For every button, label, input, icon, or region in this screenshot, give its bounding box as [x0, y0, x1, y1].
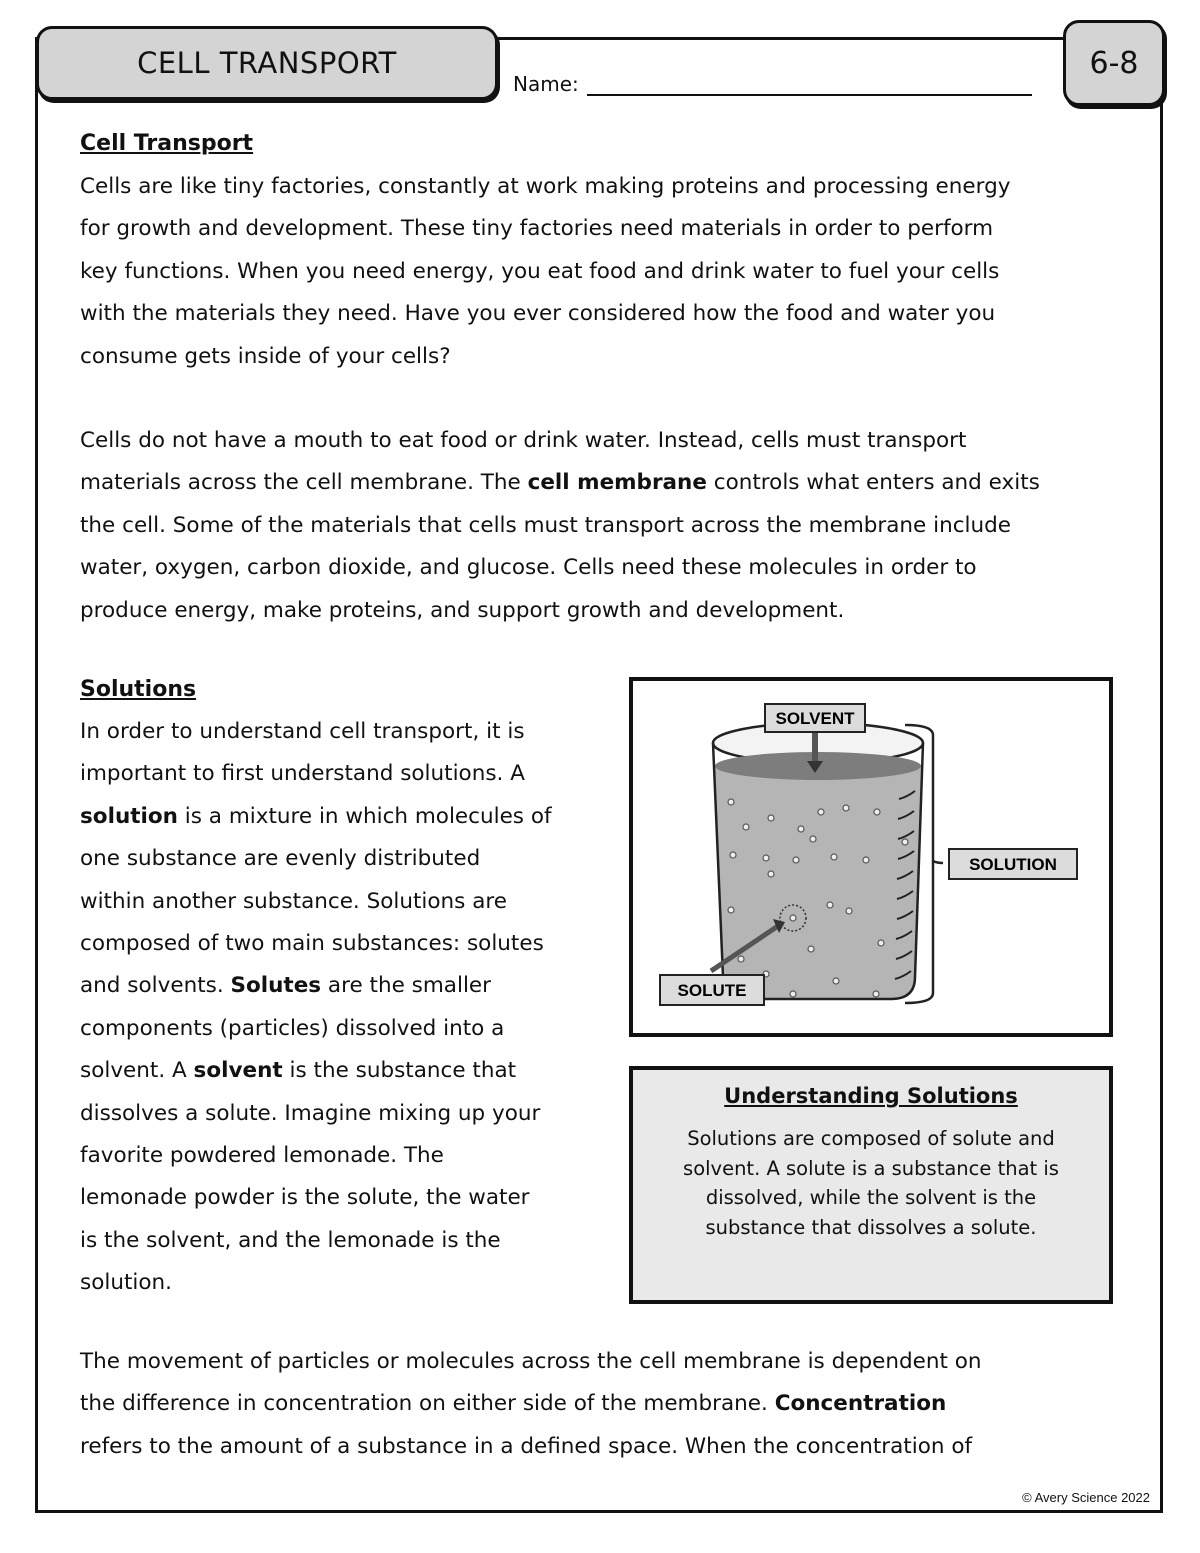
solutions-line: favorite powdered lemonade. The — [80, 1143, 444, 1169]
term-concentration: Concentration — [774, 1391, 947, 1417]
intro-paragraph — [80, 166, 1010, 378]
concentration-line: the difference in concentration on either side of the membrane. — [80, 1391, 775, 1417]
name-field — [513, 72, 1032, 96]
membrane-line: the cell. Some of the materials that cells must transport across the membrane include — [80, 512, 1012, 538]
name-blank-line[interactable] — [587, 72, 1032, 96]
membrane-line: controls what enters and exits — [706, 470, 1040, 496]
solutions-line: is the solvent, and the lemonade is the — [80, 1227, 501, 1253]
name-label: Name: — [513, 72, 579, 96]
solution-bracket-tick — [933, 861, 943, 863]
understanding-line: solvent. A solute is a substance that is — [683, 1156, 1059, 1180]
solution-diagram — [629, 677, 1113, 1037]
grade-badge — [1063, 20, 1165, 106]
intro-line: consume gets inside of your cells? — [80, 343, 451, 369]
grade-badge-text: 6-8 — [1089, 45, 1139, 81]
understanding-solutions-box — [629, 1066, 1113, 1304]
solution-label: SOLUTION — [969, 855, 1057, 874]
solutions-line: one substance are evenly distributed — [80, 846, 481, 872]
term-solutes: Solutes — [230, 973, 322, 999]
solutions-line: are the smaller — [321, 973, 491, 999]
copyright-notice: © Avery Science 2022 — [1022, 1490, 1150, 1505]
solutions-line: solvent. A — [80, 1058, 194, 1084]
term-solvent: solvent — [193, 1058, 283, 1084]
term-cell-membrane: cell membrane — [527, 470, 707, 496]
understanding-line: substance that dissolves a solute. — [705, 1215, 1037, 1239]
solutions-line: In order to understand cell transport, it is — [80, 719, 525, 744]
heading-solutions: Solutions — [80, 677, 197, 702]
solutions-line: components (particles) dissolved into a — [80, 1015, 505, 1041]
solutions-line: is a mixture in which molecules of — [177, 803, 552, 829]
heading-cell-transport: Cell Transport — [80, 131, 254, 156]
solvent-label: SOLVENT — [775, 709, 855, 728]
intro-line: for growth and development. These tiny factories need materials in order to perform — [80, 216, 994, 242]
concentration-line: The movement of particles or molecules across the cell membrane is dependent on — [80, 1349, 982, 1374]
worksheet-title — [36, 26, 498, 100]
beaker-liquid — [715, 766, 921, 999]
term-solution: solution — [80, 803, 178, 829]
intro-line: Cells are like tiny factories, constantly at work making proteins and processing energy — [80, 174, 1011, 199]
membrane-line: Cells do not have a mouth to eat food or drink water. Instead, cells must transport — [80, 428, 967, 453]
solutions-line: solution. — [80, 1270, 172, 1296]
solutions-line: composed of two main substances: solutes — [80, 931, 544, 957]
concentration-line: refers to the amount of a substance in a defined space. When the concentration of — [80, 1433, 973, 1459]
membrane-line: water, oxygen, carbon dioxide, and glucose. Cells need these molecules in order to — [80, 555, 977, 581]
worksheet-title-text: CELL TRANSPORT — [137, 46, 397, 80]
intro-line: key functions. When you need energy, you eat food and drink water to fuel your cells — [80, 258, 1000, 284]
solutions-line: and solvents. — [80, 973, 231, 999]
solutions-line: within another substance. Solutions are — [80, 888, 507, 914]
membrane-line: materials across the cell membrane. The — [80, 470, 528, 496]
understanding-line: Solutions are composed of solute and — [687, 1127, 1055, 1150]
understanding-solutions-text — [651, 1124, 1091, 1242]
beaker-illustration — [633, 681, 1109, 1033]
solutions-line: important to first understand solutions. A — [80, 761, 525, 787]
concentration-paragraph — [80, 1341, 982, 1468]
solutions-paragraph — [80, 711, 552, 1305]
membrane-line: produce energy, make proteins, and support growth and development. — [80, 597, 845, 623]
understanding-solutions-title: Understanding Solutions — [724, 1084, 1018, 1108]
solute-label: SOLUTE — [677, 981, 747, 1000]
solutions-line: dissolves a solute. Imagine mixing up your — [80, 1100, 541, 1126]
solutions-line: lemonade powder is the solute, the water — [80, 1185, 530, 1211]
solutions-line: is the substance that — [282, 1058, 517, 1084]
intro-line: with the materials they need. Have you ever considered how the food and water you — [80, 301, 996, 327]
membrane-paragraph — [80, 420, 1040, 632]
understanding-line: dissolved, while the solvent is the — [705, 1186, 1037, 1209]
